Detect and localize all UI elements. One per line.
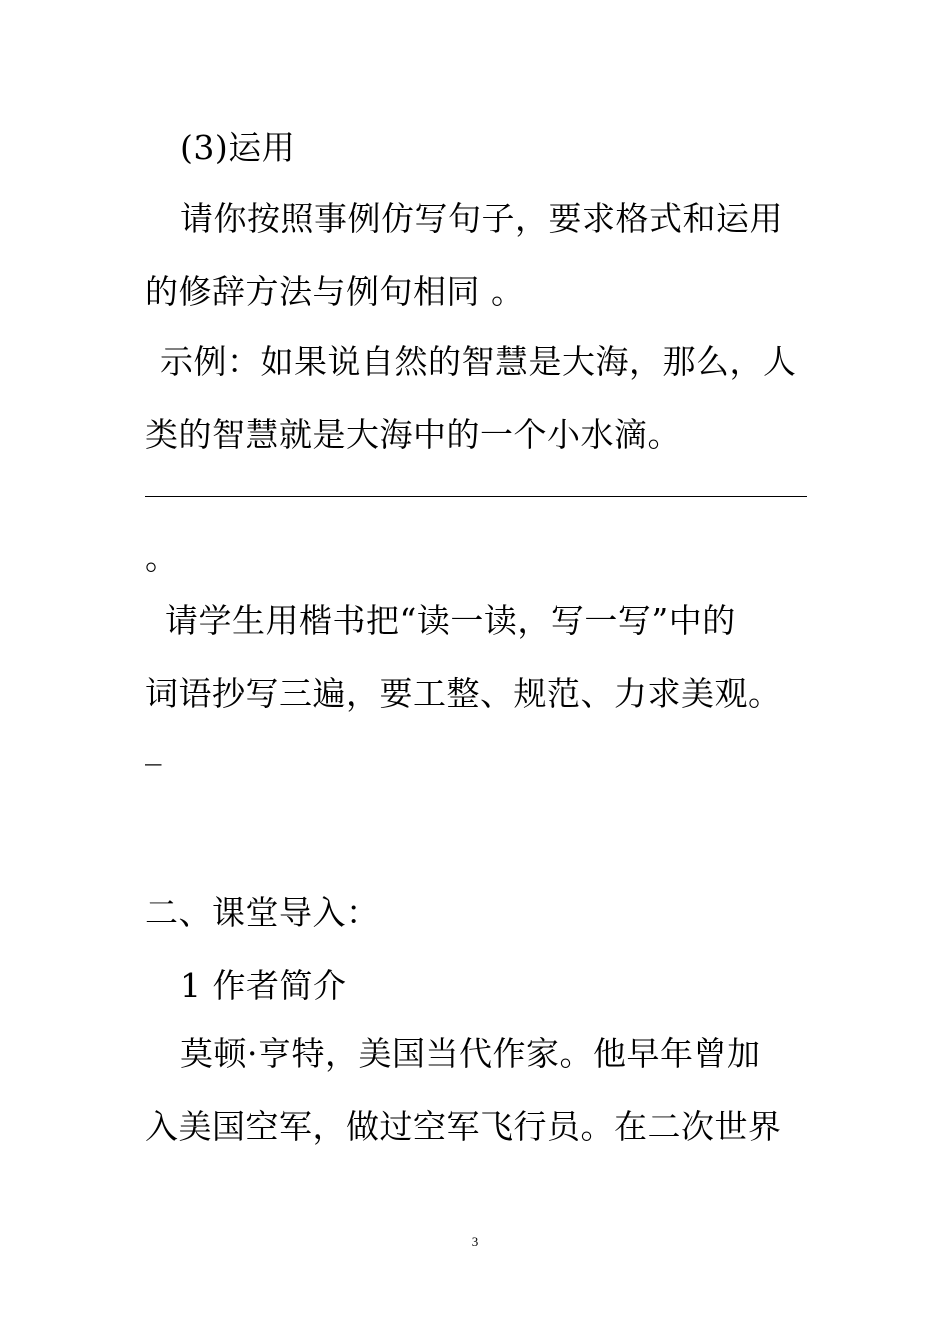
page-number: 3 [471, 1234, 479, 1249]
instruction-paragraph-line-2: 的修辞方法与例句相同 。 [145, 272, 525, 311]
answer-terminal-period: 。 [145, 538, 179, 577]
example-line-1: 示例：如果说自然的智慧是大海，那么，人 [160, 342, 797, 381]
answer-blank-line [145, 496, 807, 497]
section-heading-class-introduction: 二、课堂导入： [145, 893, 380, 932]
calligraphy-instruction-line-1: 请学生用楷书把“读一读，写一写”中的 [165, 601, 736, 640]
author-paragraph-line-2: 入美国空军，做过空军飞行员。在二次世界 [145, 1107, 782, 1146]
underscore-mark: _ [145, 727, 162, 766]
calligraphy-instruction-line-2: 词语抄写三遍，要工整、规范、力求美观。 [145, 674, 782, 713]
author-paragraph-line-1: 莫顿·亨特，美国当代作家。他早年曾加 [180, 1034, 761, 1073]
heading-application: (3)运用 [180, 128, 296, 167]
example-line-2: 类的智慧就是大海中的一个小水滴。 [145, 415, 681, 454]
subheading-author-profile: 1 作者简介 [180, 966, 347, 1005]
instruction-paragraph-line-1: 请你按照事例仿写句子，要求格式和运用 [180, 199, 783, 238]
